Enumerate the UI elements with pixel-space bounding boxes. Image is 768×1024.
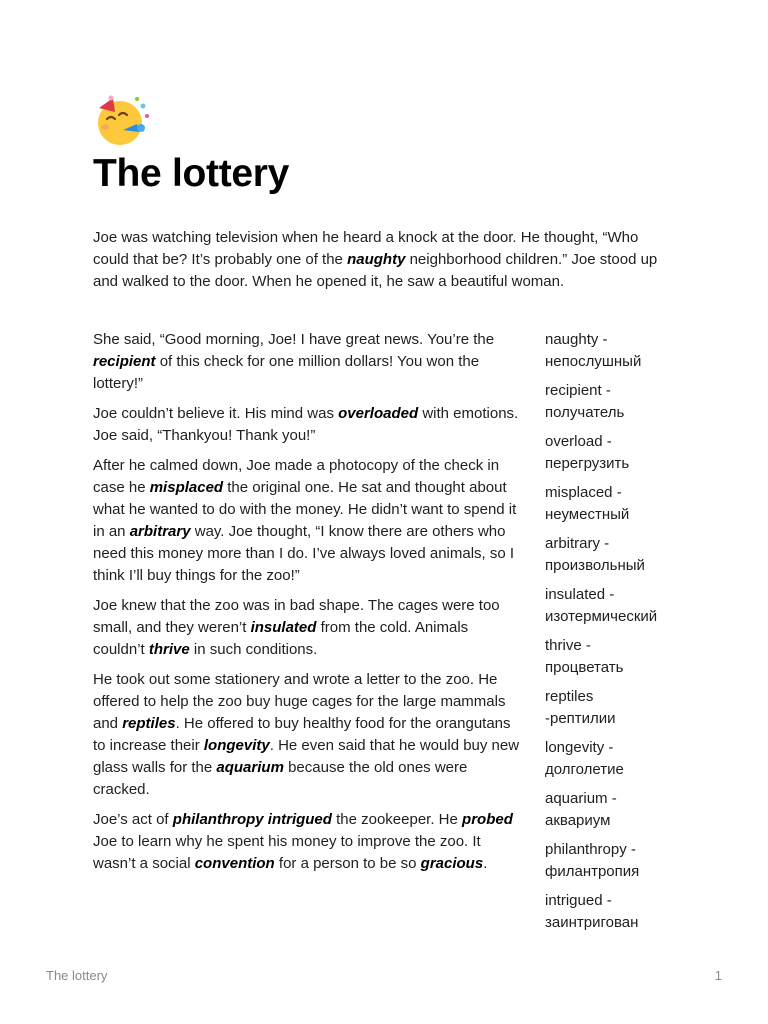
text-run: of this check for one million dollars! You won the lottery!” (93, 353, 480, 392)
vocab-word: arbitrary (129, 523, 191, 540)
vocab-word: philanthropy intrigued (172, 811, 332, 828)
vocab-item (545, 839, 735, 883)
text-run: . (483, 855, 488, 872)
vocab-term: arbitrary - (545, 535, 610, 552)
vocab-term: misplaced - (545, 484, 622, 501)
text-run: Joe was watching television when he heard a knock at the door. He thought, “Who could that be? It’s probably one of the (93, 229, 639, 268)
vocab-word: misplaced (149, 479, 224, 496)
vocab-word: reptiles (122, 715, 176, 732)
vocab-word: gracious (420, 855, 484, 872)
vocab-word: thrive (148, 641, 190, 658)
vocab-translation: неуместный (545, 506, 630, 523)
vocab-translation: получатель (545, 404, 625, 421)
vocab-translation: процветать (545, 659, 624, 676)
vocab-term: thrive - (545, 637, 591, 654)
text-run: Joe to learn why he spent his money to improve the zoo. It wasn’t a social (93, 833, 481, 872)
text-run: neighborhood children.” Joe stood up and walked to the door. When he opened it, he saw a beautiful woman. (93, 251, 658, 290)
story-paragraph (93, 809, 523, 875)
vocab-translation: -рептилии (545, 710, 616, 727)
vocab-word: aquarium (216, 759, 284, 776)
vocab-word: convention (194, 855, 275, 872)
text-run: She said, “Good morning, Joe! I have great news. You’re the (93, 331, 495, 348)
vocab-translation: долголетие (545, 761, 624, 778)
text-run: Joe couldn’t believe it. His mind was (93, 405, 339, 422)
partying-face-icon (93, 94, 151, 148)
vocab-word: longevity (203, 737, 270, 754)
vocab-translation: перегрузить (545, 455, 630, 472)
vocab-term: intrigued - (545, 892, 612, 909)
text-run: the original one. He sat and thought about what he wanted to do with the money. He didn’t want to spend it in an (93, 479, 517, 540)
vocab-word: naughty (347, 251, 406, 268)
vocab-term: naughty - (545, 331, 608, 348)
vocab-item (545, 380, 735, 424)
story-paragraph (93, 595, 523, 661)
story-column (93, 329, 523, 883)
vocab-term: reptiles (545, 688, 594, 705)
story-paragraph (93, 329, 523, 395)
text-run: He took out some stationery and wrote a letter to the zoo. He offered to help the zoo buy huge cages for the large mammals and (93, 671, 506, 732)
vocab-term: insulated - (545, 586, 615, 603)
vocab-translation: изотермический (545, 608, 658, 625)
text-run: because the old ones were cracked. (93, 759, 468, 798)
vocab-item (545, 686, 735, 730)
intro-paragraph (93, 227, 668, 293)
vocab-item (545, 788, 735, 832)
vocab-word: insulated (250, 619, 317, 636)
text-run: for a person to be so (274, 855, 421, 872)
text-run: Joe’s act of (93, 811, 173, 828)
vocab-term: overload - (545, 433, 612, 450)
vocab-item (545, 482, 735, 526)
text-run: . He offered to buy healthy food for the orangutans to increase their (93, 715, 511, 754)
text-run: way. Joe thought, “I know there are others who need this money more than I do. I’ve always loved animals, so I think I’ll buy things for the zoo!” (93, 523, 515, 584)
text-run: with emotions. Joe said, “Thankyou! Thank you!” (93, 405, 519, 444)
vocab-item (545, 635, 735, 679)
vocab-word: probed (462, 811, 513, 828)
story-paragraph (93, 669, 523, 801)
text-run: the zookeeper. He (331, 811, 463, 828)
vocab-translation: аквариум (545, 812, 611, 829)
vocabulary-list (545, 329, 735, 941)
vocab-item (545, 584, 735, 628)
story-paragraph (93, 455, 523, 587)
footer-title: The lottery (46, 968, 108, 983)
text-run: Joe knew that the zoo was in bad shape. The cages were too small, and they weren’t (93, 597, 500, 636)
vocab-translation: филантропия (545, 863, 640, 880)
vocab-item (545, 329, 735, 373)
vocab-item (545, 737, 735, 781)
vocab-translation: непослушный (545, 353, 642, 370)
text-run: After he calmed down, Joe made a photocopy of the check in case he (93, 457, 500, 496)
vocab-translation: заинтригован (545, 914, 639, 931)
vocab-word: overloaded (338, 405, 419, 422)
vocab-term: recipient - (545, 382, 611, 399)
vocab-item (545, 533, 735, 577)
vocab-translation: произвольный (545, 557, 645, 574)
vocab-item (545, 890, 735, 934)
story-paragraph (93, 403, 523, 447)
text-run: . He even said that he would buy new glass walls for the (93, 737, 520, 776)
vocab-term: philanthropy - (545, 841, 636, 858)
vocab-term: longevity - (545, 739, 614, 756)
vocab-item (545, 431, 735, 475)
vocab-term: aquarium - (545, 790, 617, 807)
vocab-word: recipient (93, 353, 156, 370)
text-run: from the cold. Animals couldn’t (93, 619, 469, 658)
page-title: The lottery (93, 152, 290, 195)
text-run: in such conditions. (189, 641, 318, 658)
page-number: 1 (714, 968, 722, 983)
